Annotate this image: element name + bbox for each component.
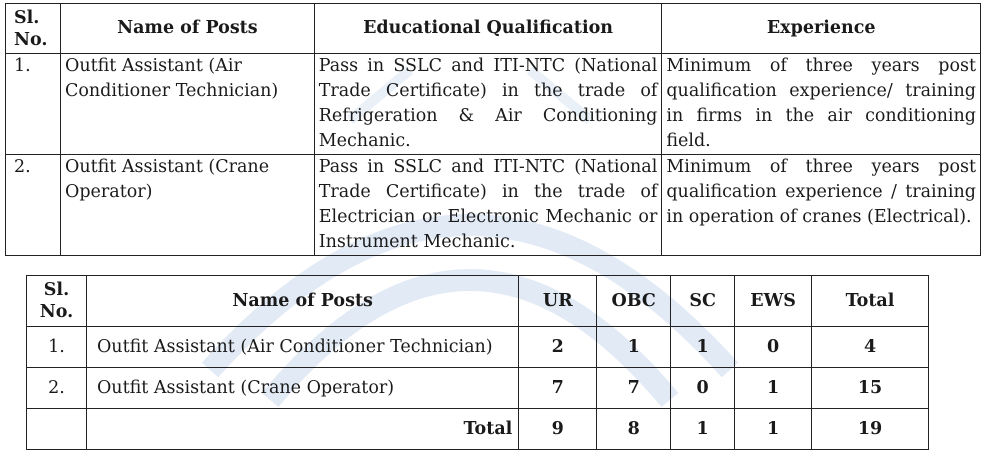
- row-ews: 0: [735, 327, 812, 368]
- total-label: Total: [86, 409, 518, 450]
- table-row: [27, 327, 929, 368]
- total-sc: 1: [671, 409, 735, 450]
- table-header-row: [27, 276, 929, 327]
- table-row: [27, 368, 929, 409]
- table-row: [6, 54, 981, 155]
- row-sl-no: 2.: [27, 368, 87, 409]
- row-post-name: Outfit Assistant (Crane Operator): [86, 368, 518, 409]
- row-experience: Minimum of three years post qualification experience / training in operation of cranes (Electrical).: [662, 155, 981, 256]
- header-experience: Experience: [662, 4, 981, 54]
- header-obc: OBC: [597, 276, 671, 327]
- row-post-name: Outfit Assistant (Air Conditioner Technician): [60, 54, 314, 155]
- row-total: 15: [812, 368, 929, 409]
- header-name-of-posts: Name of Posts: [86, 276, 518, 327]
- row-sc: 1: [671, 327, 735, 368]
- row-obc: 1: [597, 327, 671, 368]
- vacancy-table: [26, 275, 929, 450]
- header-total: Total: [812, 276, 929, 327]
- row-sl-no: 1.: [27, 327, 87, 368]
- row-sl-no: 1.: [6, 54, 61, 155]
- table-row: [6, 155, 981, 256]
- header-sc: SC: [671, 276, 735, 327]
- header-ews: EWS: [735, 276, 812, 327]
- row-ews: 1: [735, 368, 812, 409]
- table-header-row: [6, 4, 981, 54]
- header-educational-qualification: Educational Qualification: [314, 4, 662, 54]
- header-name-of-posts: Name of Posts: [60, 4, 314, 54]
- total-total: 19: [812, 409, 929, 450]
- row-total: 4: [812, 327, 929, 368]
- row-post-name: Outfit Assistant (Air Conditioner Technician): [86, 327, 518, 368]
- total-row-sl-empty: [27, 409, 87, 450]
- row-ur: 7: [519, 368, 597, 409]
- row-obc: 7: [597, 368, 671, 409]
- total-obc: 8: [597, 409, 671, 450]
- row-sc: 0: [671, 368, 735, 409]
- total-ur: 9: [519, 409, 597, 450]
- row-experience: Minimum of three years post qualification experience/ training in firms in the air conditioning field.: [662, 54, 981, 155]
- header-sl-no: Sl. No.: [27, 276, 87, 327]
- header-ur: UR: [519, 276, 597, 327]
- header-sl-no: Sl. No.: [6, 4, 61, 54]
- row-ur: 2: [519, 327, 597, 368]
- row-post-name: Outfit Assistant (Crane Operator): [60, 155, 314, 256]
- total-row: [27, 409, 929, 450]
- row-sl-no: 2.: [6, 155, 61, 256]
- row-qualification: Pass in SSLC and ITI-NTC (National Trade Certificate) in the trade of Refrigeration & Air Conditioning Mechanic.: [314, 54, 662, 155]
- qualification-table: [5, 3, 981, 256]
- row-qualification: Pass in SSLC and ITI-NTC (National Trade Certificate) in the trade of Electrician or Electronic Mechanic or Instrument Mechanic.: [314, 155, 662, 256]
- total-ews: 1: [735, 409, 812, 450]
